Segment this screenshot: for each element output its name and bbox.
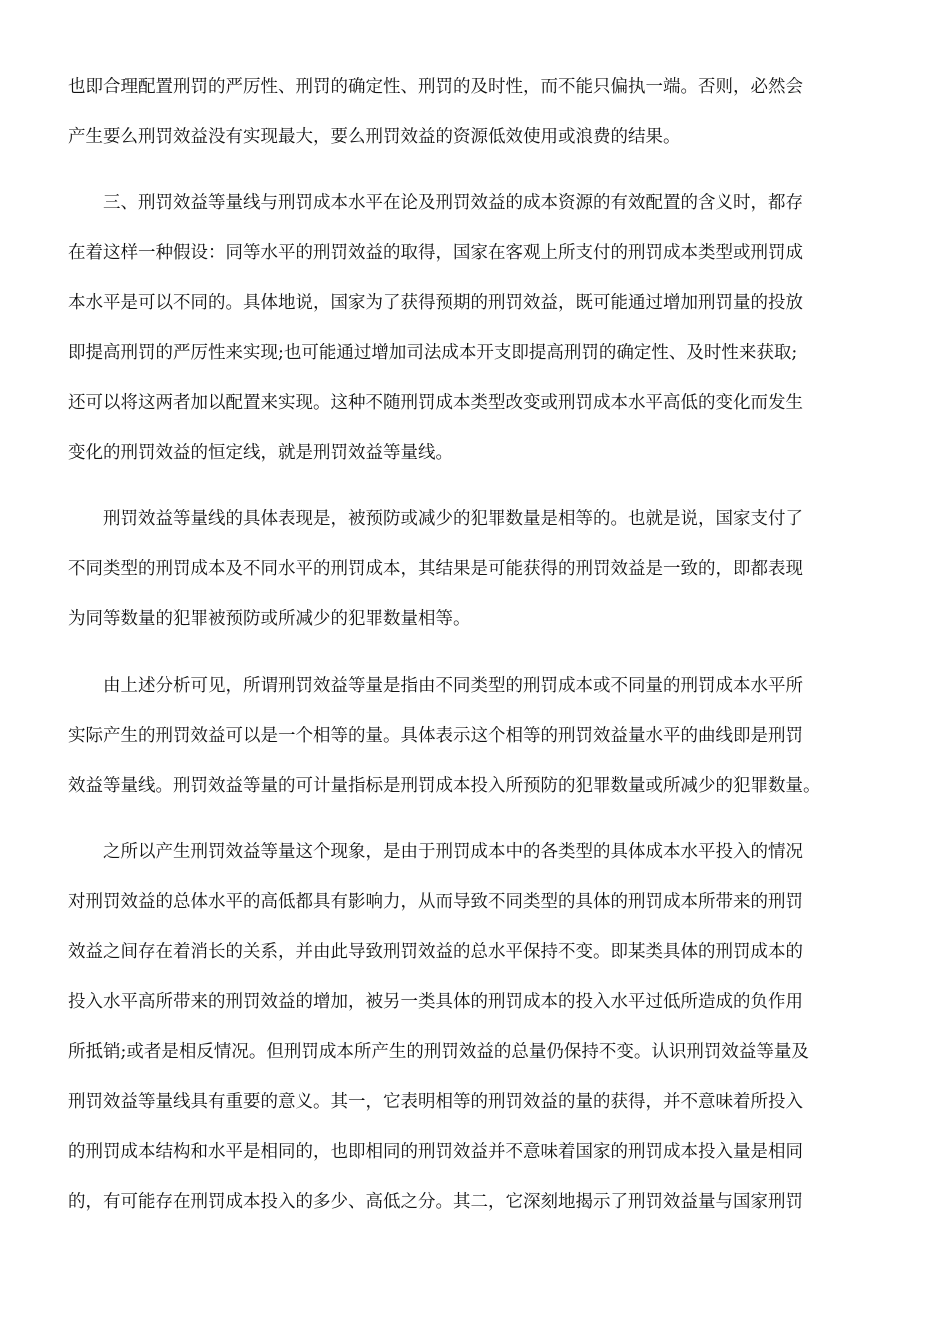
text-line: 不同类型的刑罚成本及不同水平的刑罚成本，其结果是可能获得的刑罚效益是一致的，即都表现 <box>68 559 803 579</box>
paragraph-first-line: 刑罚效益等量线的具体表现是，被预防或减少的犯罪数量是相等的。也就是说，国家支付了 <box>103 509 803 529</box>
text-line: 实际产生的刑罚效益可以是一个相等的量。具体表示这个相等的刑罚效益量水平的曲线即是刑罚 <box>68 726 803 746</box>
text-line: 为同等数量的犯罪被预防或所减少的犯罪数量相等。 <box>68 609 471 629</box>
paragraph-first-line: 由上述分析可见，所谓刑罚效益等量是指由不同类型的刑罚成本或不同量的刑罚成本水平所 <box>103 676 803 696</box>
text-line: 效益之间存在着消长的关系，并由此导致刑罚效益的总水平保持不变。即某类具体的刑罚成本的 <box>68 942 803 962</box>
text-line: 投入水平高所带来的刑罚效益的增加，被另一类具体的刑罚成本的投入水平过低所造成的负作用 <box>68 992 803 1012</box>
paragraph-first-line: 三、刑罚效益等量线与刑罚成本水平在论及刑罚效益的成本资源的有效配置的含义时，都存 <box>103 193 803 213</box>
text-line: 所抵销;或者是相反情况。但刑罚成本所产生的刑罚效益的总量仍保持不变。认识刑罚效益等量及 <box>68 1042 809 1062</box>
text-line: 产生要么刑罚效益没有实现最大，要么刑罚效益的资源低效使用或浪费的结果。 <box>68 127 681 147</box>
text-line: 即提高刑罚的严厉性来实现;也可能通过增加司法成本开支即提高刑罚的确定性、及时性来获取; <box>68 343 798 363</box>
text-line: 的刑罚成本结构和水平是相同的，也即相同的刑罚效益并不意味着国家的刑罚成本投入量是相同 <box>68 1142 803 1162</box>
text-line: 对刑罚效益的总体水平的高低都具有影响力，从而导致不同类型的具体的刑罚成本所带来的刑罚 <box>68 892 803 912</box>
text-line: 的，有可能存在刑罚成本投入的多少、高低之分。其二，它深刻地揭示了刑罚效益量与国家刑罚 <box>68 1192 803 1212</box>
text-line: 还可以将这两者加以配置来实现。这种不随刑罚成本类型改变或刑罚成本水平高低的变化而发生 <box>68 393 803 413</box>
text-line: 在着这样一种假设：同等水平的刑罚效益的取得，国家在客观上所支付的刑罚成本类型或刑罚成 <box>68 243 803 263</box>
paragraph-first-line: 之所以产生刑罚效益等量这个现象，是由于刑罚成本中的各类型的具体成本水平投入的情况 <box>103 842 803 862</box>
text-line: 也即合理配置刑罚的严厉性、刑罚的确定性、刑罚的及时性，而不能只偏执一端。否则，必然会 <box>68 77 803 97</box>
text-line: 效益等量线。刑罚效益等量的可计量指标是刑罚成本投入所预防的犯罪数量或所减少的犯罪数量。 <box>68 776 821 796</box>
text-line: 变化的刑罚效益的恒定线，就是刑罚效益等量线。 <box>68 443 453 463</box>
text-line: 本水平是可以不同的。具体地说，国家为了获得预期的刑罚效益，既可能通过增加刑罚量的投放 <box>68 293 803 313</box>
text-line: 刑罚效益等量线具有重要的意义。其一，它表明相等的刑罚效益的量的获得，并不意味着所投入 <box>68 1092 803 1112</box>
